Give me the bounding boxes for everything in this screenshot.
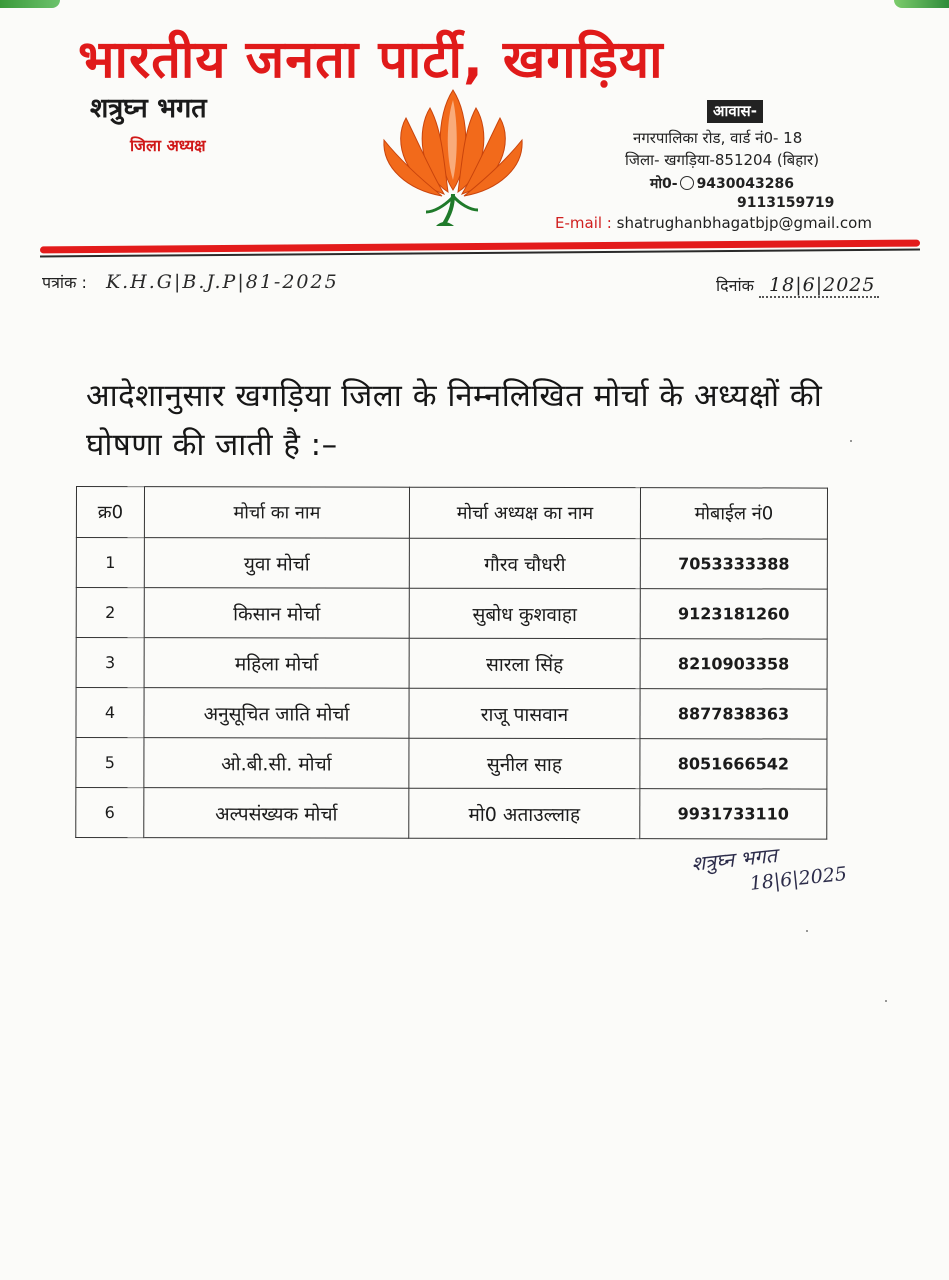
morcha-cell: युवा मोर्चा: [144, 538, 409, 589]
table-row: [76, 688, 827, 740]
reference-row: [42, 271, 339, 293]
president-cell: सुबोध कुशवाहा: [409, 588, 640, 638]
address-block: [555, 100, 905, 232]
lotus-logo-icon: [378, 86, 528, 232]
serial-cell: 3: [76, 638, 144, 688]
email-label: E-mail :: [555, 214, 612, 232]
table-row: [76, 588, 827, 640]
morcha-cell: अनुसूचित जाति मोर्चा: [144, 688, 409, 739]
mobile-cell: 8210903358: [640, 639, 827, 689]
column-header-mobile: मोबाईल नं0: [640, 488, 827, 539]
morcha-table: [75, 486, 828, 840]
mobile-number: 9430043286: [696, 176, 794, 192]
address-label: आवास-: [707, 100, 763, 123]
paper-speck: [885, 1000, 887, 1002]
president-cell: सुनील साह: [409, 738, 640, 788]
reference-label: पत्रांक :: [42, 273, 87, 292]
table-row: [76, 538, 827, 590]
column-header-morcha: मोर्चा का नाम: [144, 487, 409, 539]
email-row: [555, 214, 905, 232]
mobile-cell: 9123181260: [640, 589, 827, 639]
president-cell: मो0 अताउल्लाह: [409, 788, 640, 838]
serial-cell: 4: [76, 688, 144, 738]
signature-name: शत्रुघ्न भगत: [690, 843, 779, 876]
intro-text: आदेशानुसार खगड़िया जिला के निम्नलिखित मोर्चा के अध्यक्षों की घोषणा की जाती है :–: [86, 378, 823, 463]
paper-speck: [806, 930, 808, 932]
mobile-number: 9113159719: [737, 195, 835, 211]
corner-decoration: [894, 0, 949, 8]
mobile-cell: 8051666542: [640, 739, 827, 789]
email-address: shatrughanbhagatbjp@gmail.com: [616, 214, 872, 232]
serial-cell: 6: [76, 788, 144, 838]
morcha-cell: किसान मोर्चा: [144, 588, 409, 639]
party-title: भारतीय जनता पार्टी, खगड़िया: [78, 30, 664, 90]
serial-cell: 1: [76, 538, 144, 588]
mobile-cell: 7053333388: [640, 539, 827, 589]
corner-decoration: [0, 0, 60, 8]
president-post: जिला अध्यक्ष: [130, 136, 206, 155]
mobile-row: [650, 174, 905, 193]
signature: [690, 829, 894, 901]
morcha-cell: महिला मोर्चा: [144, 638, 409, 689]
paper-speck: [850, 440, 852, 442]
column-header-president: मोर्चा अध्यक्ष का नाम: [409, 487, 640, 538]
serial-cell: 2: [76, 588, 144, 638]
president-cell: राजू पासवान: [409, 688, 640, 738]
column-header-serial: क्र0: [76, 487, 144, 538]
table-header-row: [76, 487, 827, 540]
address-line: जिला- खगड़िया-851204 (बिहार): [625, 151, 820, 169]
morcha-cell: अल्पसंख्यक मोर्चा: [144, 788, 409, 839]
mobile-cell: 8877838363: [640, 689, 827, 739]
table-row: [76, 638, 827, 690]
address-line: नगरपालिका रोड, वार्ड नं0- 18: [633, 129, 803, 147]
table-row: [76, 738, 827, 790]
date-label: दिनांक: [716, 276, 754, 295]
mobile-cell: 9931733110: [640, 789, 827, 839]
president-cell: गौरव चौधरी: [409, 538, 640, 588]
president-name: शत्रुघ्न भगत: [90, 93, 207, 124]
date-row: [716, 274, 879, 296]
reference-number: K.H.G|B.J.P|81-2025: [105, 271, 339, 293]
morcha-cell: ओ.बी.सी. मोर्चा: [144, 738, 409, 789]
date-value: 18|6|2025: [759, 274, 879, 298]
whatsapp-icon: [680, 176, 694, 190]
president-cell: सारला सिंह: [409, 638, 640, 688]
table-row: [76, 788, 827, 840]
signature-date: 18|6|2025: [748, 862, 848, 895]
serial-cell: 5: [76, 738, 144, 788]
mobile-prefix: मो0-: [650, 176, 678, 192]
